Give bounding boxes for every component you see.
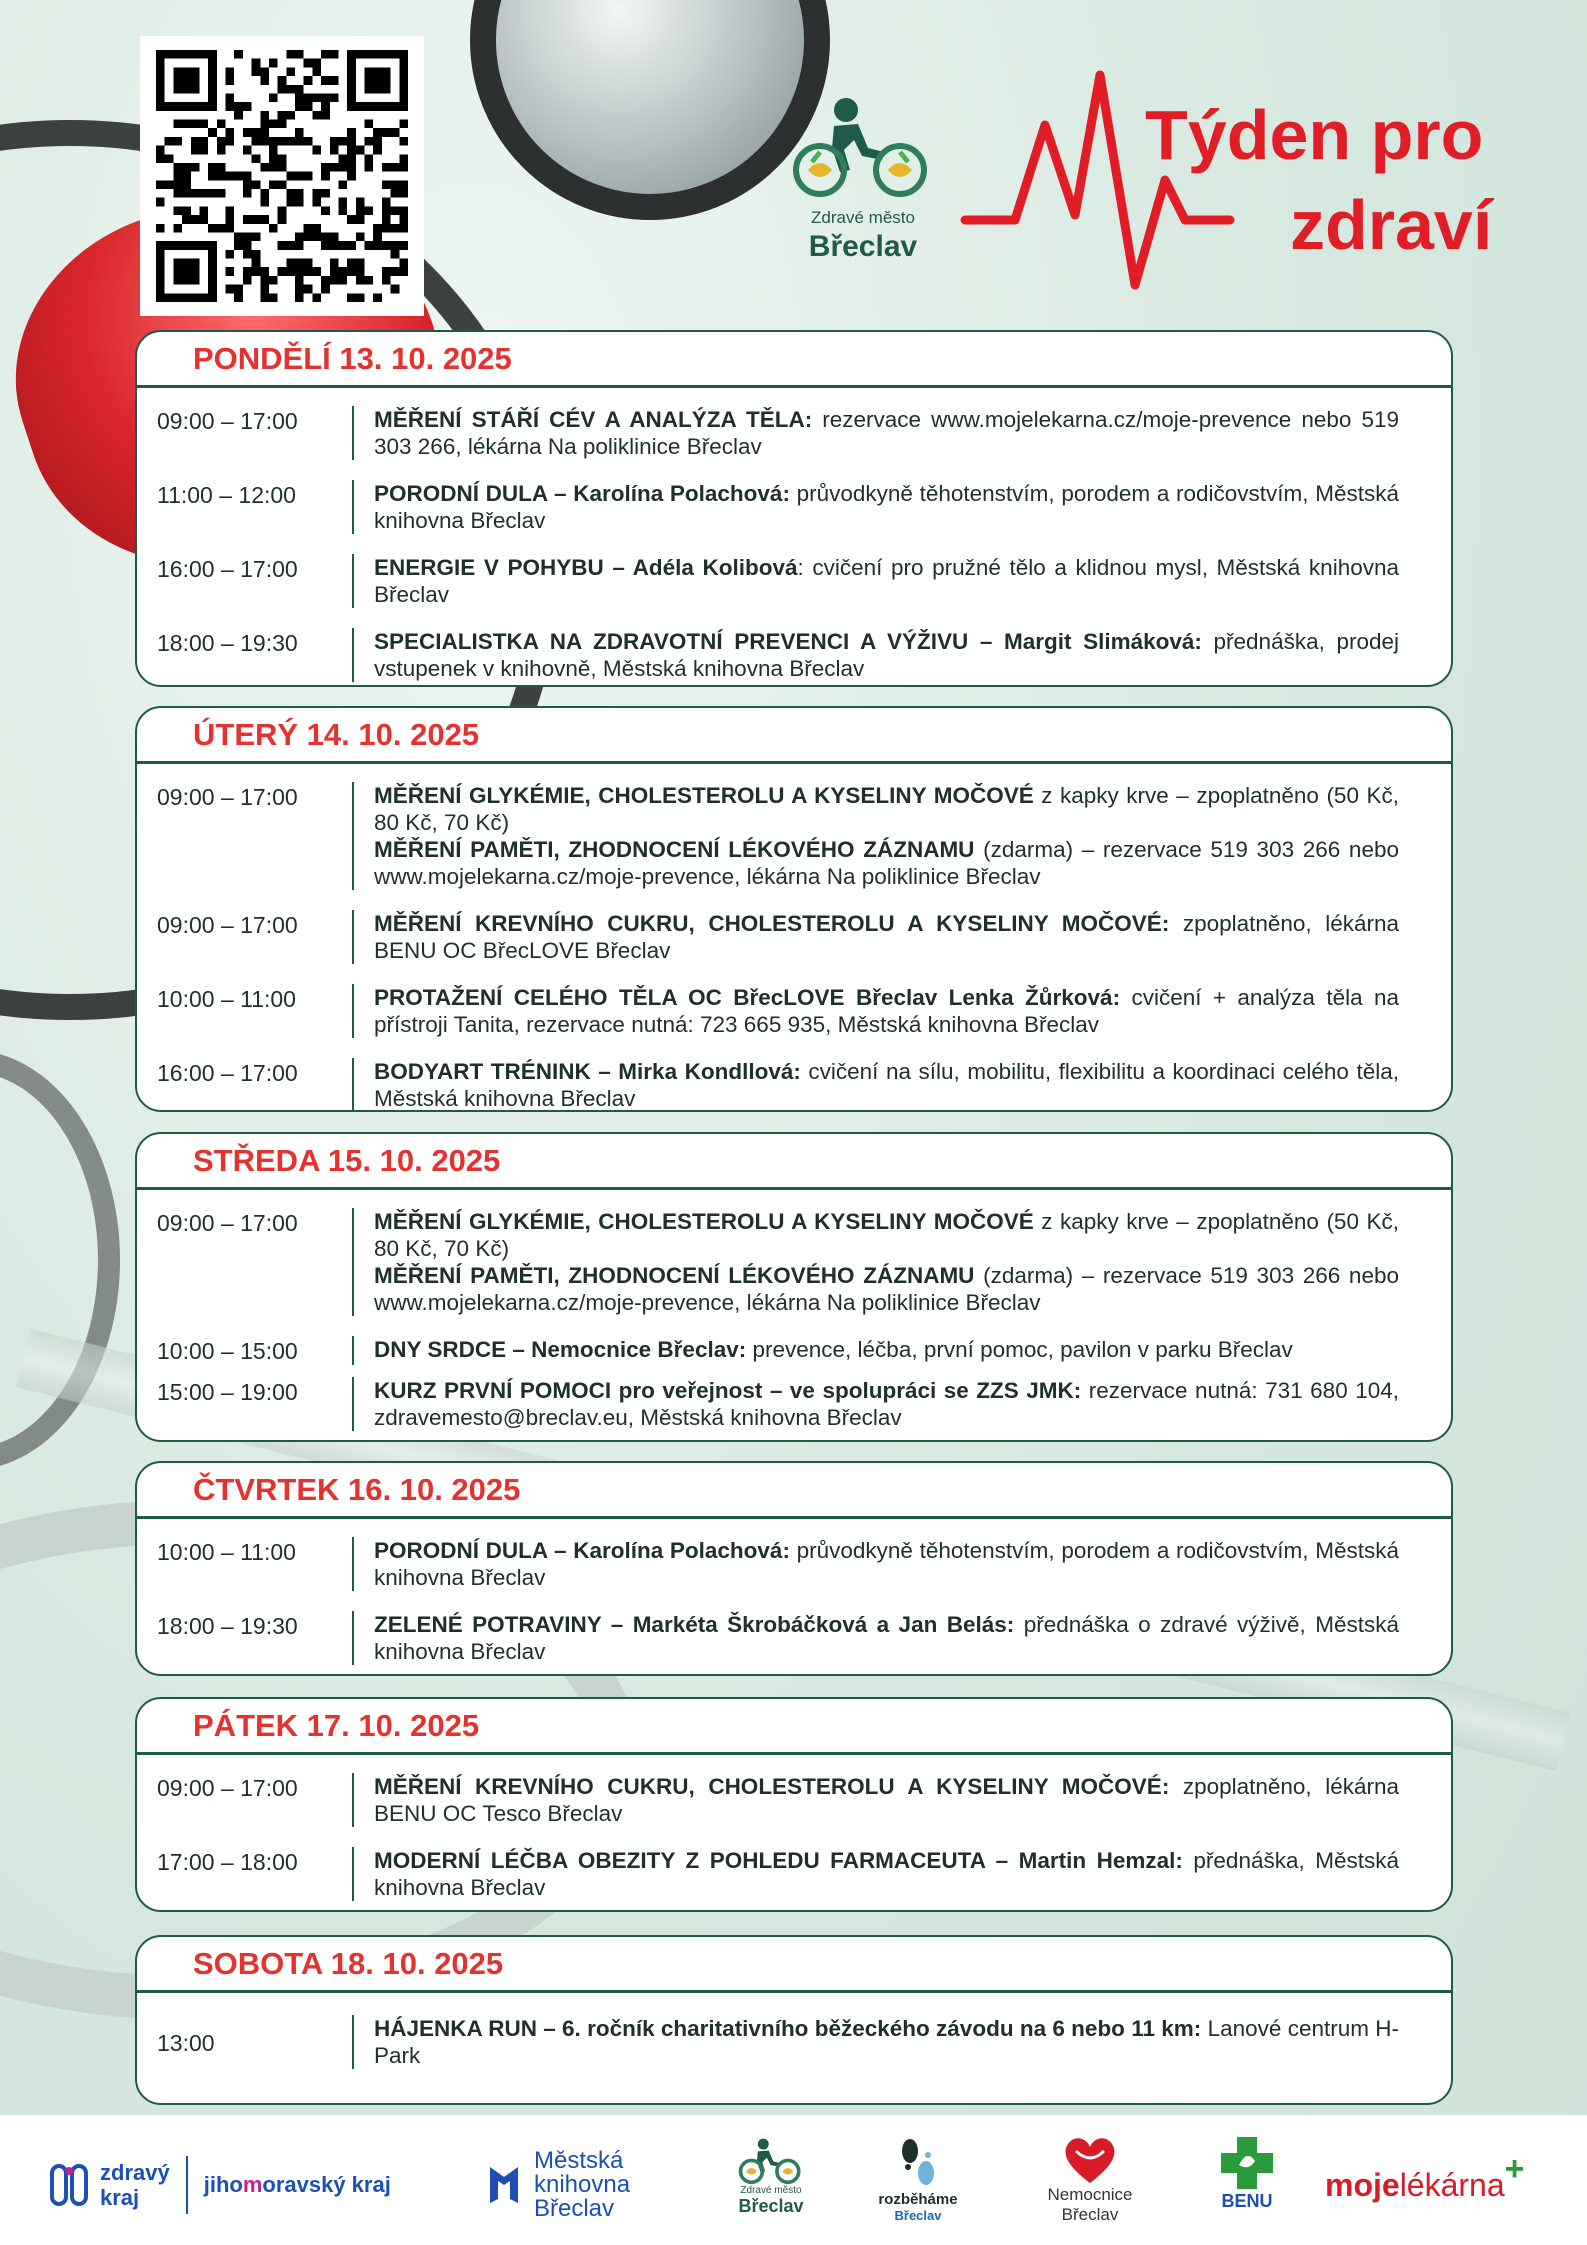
time-range: 17:00 – 18:00 (157, 1849, 298, 1875)
library-icon (486, 2159, 522, 2211)
event-details: cvičení na sílu, mobilitu, flexibilitu a koordinaci celého těla, Městská knihovna Břeclav (374, 1059, 1399, 1111)
zm-caption: Zdravé město (740, 2185, 802, 2196)
event-details: z kapky krve – zpoplatněno (50 Kč, 80 Kč, 70 Kč) (374, 1209, 1399, 1261)
qr-code-pattern (154, 50, 410, 302)
time-range: 15:00 – 19:00 (157, 1379, 298, 1405)
library-line-2: knihovna (534, 2171, 631, 2198)
schedule-row (157, 554, 1399, 608)
event-details: : cvičení pro pružné tělo a klidnou mysl, Městská knihovna Břeclav (374, 555, 1399, 607)
event-details: z kapky krve – zpoplatněno (50 Kč, 80 Kč, 70 Kč) (374, 783, 1399, 835)
logo-divider (186, 2156, 188, 2214)
day-title: STŘEDA 15. 10. 2025 (137, 1134, 1451, 1190)
event-name: ENERGIE V POHYBU – Adéla Kolibová (374, 555, 798, 580)
event-details: cvičení + analýza těla na přístroji Tanita, rezervace nutná: 723 665 935, Městská knihovna Břeclav (374, 985, 1400, 1037)
event-name: SPECIALISTKA NA ZDRAVOTNÍ PREVENCI A VÝŽIVU – Margit Slimáková: (374, 629, 1202, 654)
schedule-row (157, 1336, 1399, 1365)
schedule-row (157, 782, 1399, 890)
event-description (352, 984, 1399, 1038)
benu-logo (1212, 2135, 1282, 2235)
day-card-tuesday (135, 706, 1453, 1112)
event-details: prevence, léčba, první pomoc, pavilon v parku Břeclav (746, 1337, 1293, 1362)
event-description (352, 2015, 1399, 2069)
event-details: zpoplatněno, lékárna BENU OC Tesco Břeclav (374, 1774, 1399, 1826)
event-description (352, 1208, 1399, 1316)
event-description (352, 1377, 1399, 1431)
time-range: 18:00 – 19:30 (157, 630, 298, 656)
event-details: přednáška, prodej vstupenek v knihovně, Městská knihovna Břeclav (374, 629, 1399, 681)
lekarna-part: lékárna (1399, 2166, 1505, 2203)
event-name: MĚŘENÍ KREVNÍHO CUKRU, CHOLESTEROLU A KYSELINY MOČOVÉ: (374, 1774, 1170, 1799)
event-details: přednáška o zdravé výživě, Městská knihovna Břeclav (374, 1612, 1399, 1664)
cyclist-icon (731, 2135, 811, 2185)
event-description (352, 1058, 1399, 1112)
run-line-2: Břeclav (894, 2208, 942, 2223)
schedule-row (157, 1058, 1399, 1112)
event-details-2: (zdarma) – rezervace 519 303 266 nebo www.mojelekarna.cz/moje-prevence, lékárna Na poliklinice Břeclav (374, 1263, 1399, 1315)
event-description (352, 406, 1399, 460)
event-details: Lanové centrum H-Park (374, 2016, 1400, 2068)
jmk-part-2: m (242, 2172, 263, 2197)
title-line-1: Týden pro (1145, 96, 1484, 174)
event-name-2: MĚŘENÍ PAMĚTI, ZHODNOCENÍ LÉKOVÉHO ZÁZNAMU (374, 837, 975, 862)
day-card-thursday (135, 1461, 1453, 1676)
schedule-row (157, 1847, 1399, 1901)
zdrave-mesto-footer-logo (726, 2135, 816, 2235)
hospital-line-2: Břeclav (1061, 2205, 1119, 2224)
schedule-row (157, 1773, 1399, 1827)
time-range: 09:00 – 17:00 (157, 1210, 298, 1236)
schedule-row (157, 1537, 1399, 1591)
time-range: 16:00 – 17:00 (157, 556, 298, 582)
jmk-part-3: oravský kraj (262, 2172, 391, 2197)
library-line-3: Břeclav (534, 2195, 615, 2222)
title-line-2: zdraví (1290, 186, 1493, 264)
zdrave-mesto-logo (778, 90, 948, 280)
event-description (352, 782, 1399, 890)
nemocnice-breclav-logo (1035, 2135, 1145, 2235)
day-title: ÚTERÝ 14. 10. 2025 (137, 708, 1451, 764)
event-description (352, 628, 1399, 682)
event-name: PORODNÍ DULA – Karolína Polachová: (374, 481, 790, 506)
heart-icon (1062, 2135, 1118, 2185)
event-description (352, 1336, 1399, 1365)
time-range: 13:00 (157, 2029, 215, 2056)
logo-town: Břeclav (808, 230, 918, 263)
time-range: 09:00 – 17:00 (157, 408, 298, 434)
cyclist-icon (788, 90, 938, 200)
time-range: 10:00 – 11:00 (157, 986, 296, 1012)
schedule-row (157, 2015, 1399, 2069)
partner-logos (0, 2115, 1587, 2245)
rozbehame-breclav-logo (868, 2135, 968, 2235)
event-description (352, 480, 1399, 534)
kraj-line-1: zdravý (100, 2160, 170, 2185)
moje-part: moje (1325, 2166, 1400, 2203)
kraj-line-2: kraj (100, 2185, 140, 2210)
jihomoravsky-kraj-logo (204, 2172, 391, 2198)
time-range: 11:00 – 12:00 (157, 482, 296, 508)
event-details: průvodkyně těhotenstvím, porodem a rodičovstvím, Městská knihovna Břeclav (374, 1538, 1399, 1590)
schedule-row (157, 984, 1399, 1038)
time-range: 09:00 – 17:00 (157, 784, 298, 810)
jmk-part-1: jiho (203, 2172, 243, 2197)
time-range: 18:00 – 19:30 (157, 1613, 298, 1639)
schedule-row (157, 1208, 1399, 1316)
day-card-monday (135, 330, 1453, 687)
run-line-1: rozběháme (878, 2191, 958, 2208)
event-details: rezervace www.mojelekarna.cz/moje-prevence nebo 519 303 266, lékárna Na poliklinice Břeclav (374, 407, 1399, 459)
event-name: PROTAŽENÍ CELÉHO TĚLA OC BřecLOVE Břeclav Lenka Žůrková: (374, 985, 1121, 1010)
schedule-row (157, 1611, 1399, 1665)
event-details-2: (zdarma) – rezervace 519 303 266 nebo www.mojelekarna.cz/moje-prevence, lékárna Na poliklinice Břeclav (374, 837, 1399, 889)
time-range: 09:00 – 17:00 (157, 912, 298, 938)
day-card-saturday (135, 1935, 1453, 2105)
event-name: DNY SRDCE – Nemocnice Břeclav: (374, 1337, 747, 1362)
event-name: HÁJENKA RUN – 6. ročník charitativního běžeckého závodu na 6 nebo 11 km: (374, 2016, 1202, 2041)
time-range: 16:00 – 17:00 (157, 1060, 298, 1086)
event-description (352, 1847, 1399, 1901)
event-description (352, 910, 1399, 964)
event-description (352, 1537, 1399, 1591)
mestska-knihovna-logo (486, 2135, 630, 2235)
day-title: ČTVRTEK 16. 10. 2025 (137, 1463, 1451, 1519)
event-name: ZELENÉ POTRAVINY – Markéta Škrobáčková a Jan Belás: (374, 1612, 1015, 1637)
zm-town: Břeclav (738, 2196, 804, 2216)
day-title: PÁTEK 17. 10. 2025 (137, 1699, 1451, 1755)
event-name: MODERNÍ LÉČBA OBEZITY Z POHLEDU FARMACEUTA – Martin Hemzal: (374, 1848, 1183, 1873)
zdravy-kraj-icon (48, 2162, 90, 2208)
day-title: SOBOTA 18. 10. 2025 (137, 1937, 1451, 1993)
schedule-row (157, 910, 1399, 964)
event-name-2: MĚŘENÍ PAMĚTI, ZHODNOCENÍ LÉKOVÉHO ZÁZNAMU (374, 1263, 975, 1288)
event-name: MĚŘENÍ GLYKÉMIE, CHOLESTEROLU A KYSELINY MOČOVÉ (374, 1209, 1034, 1234)
schedule-row (157, 406, 1399, 460)
benu-label: BENU (1221, 2191, 1273, 2211)
hospital-line-1: Nemocnice (1047, 2185, 1133, 2204)
event-name: KURZ PRVNÍ POMOCI pro veřejnost – ve spolupráci se ZZS JMK: (374, 1378, 1082, 1403)
event-name: MĚŘENÍ GLYKÉMIE, CHOLESTEROLU A KYSELINY MOČOVÉ (374, 783, 1034, 808)
library-line-1: Městská (534, 2147, 624, 2174)
schedule-row (157, 1377, 1399, 1431)
event-details: rezervace nutná: 731 680 104, zdravemesto@breclav.eu, Městská knihovna Břeclav (374, 1378, 1399, 1430)
schedule-row (157, 628, 1399, 682)
event-name: MĚŘENÍ STÁŘÍ CÉV A ANALÝZA TĚLA: (374, 407, 813, 432)
time-range: 10:00 – 15:00 (157, 1338, 298, 1364)
footprints-icon (894, 2135, 942, 2191)
event-name: MĚŘENÍ KREVNÍHO CUKRU, CHOLESTEROLU A KYSELINY MOČOVÉ: (374, 911, 1170, 936)
zdravy-kraj-logo (48, 2135, 391, 2235)
event-description (352, 1773, 1399, 1827)
event-name: PORODNÍ DULA – Karolína Polachová: (374, 1538, 790, 1563)
day-card-wednesday (135, 1132, 1453, 1442)
event-name: BODYART TRÉNINK – Mirka Kondllová: (374, 1059, 801, 1084)
time-range: 09:00 – 17:00 (157, 1775, 298, 1801)
schedule-row (157, 480, 1399, 534)
day-card-friday (135, 1697, 1453, 1912)
plus-icon: + (1504, 2149, 1525, 2188)
event-title (960, 65, 1560, 295)
pharmacy-cross-icon (1219, 2135, 1275, 2191)
event-details: přednáška, Městská knihovna Břeclav (374, 1848, 1399, 1900)
event-details: průvodkyně těhotenstvím, porodem a rodičovstvím, Městská knihovna Břeclav (374, 481, 1399, 533)
stethoscope-chestpiece (470, 0, 830, 220)
logo-caption: Zdravé město (811, 208, 915, 227)
event-description (352, 554, 1399, 608)
time-range: 10:00 – 11:00 (157, 1539, 296, 1565)
event-description (352, 1611, 1399, 1665)
event-details: zpoplatněno, lékárna BENU OC BřecLOVE Břeclav (374, 911, 1399, 963)
day-title: PONDĚLÍ 13. 10. 2025 (137, 332, 1451, 388)
mojelekarna-logo (1325, 2135, 1525, 2235)
qr-code[interactable] (140, 36, 424, 316)
